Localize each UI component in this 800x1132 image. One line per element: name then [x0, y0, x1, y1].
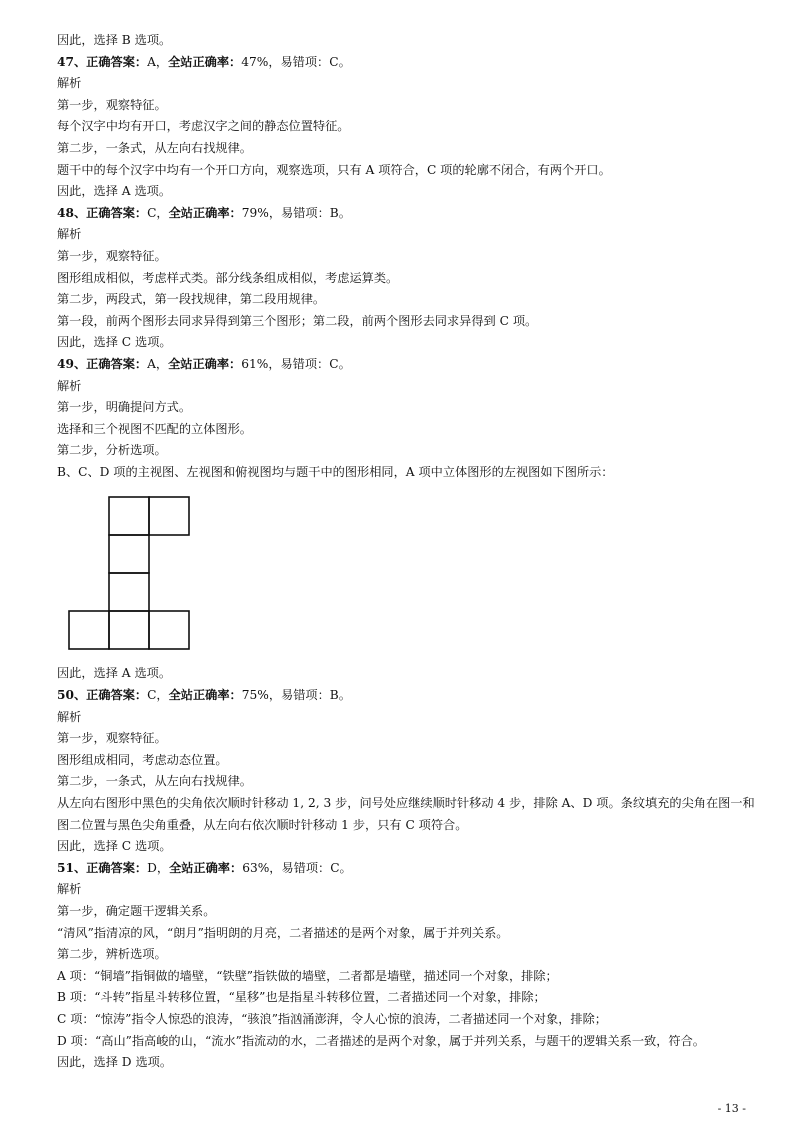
question-number: 50	[57, 688, 74, 703]
text-line: 图形组成相似，考虑样式类。部分线条组成相似，考虑运算类。	[57, 270, 399, 285]
text-line: 第一步，明确提问方式。	[57, 400, 192, 415]
text-line: 第一步，确定题干逻辑关系。	[57, 904, 216, 918]
trap-option: ，易错项：B。	[268, 688, 351, 703]
answer-label: 正确答案：	[86, 54, 148, 69]
text-line: 解析	[57, 882, 82, 897]
text-line: 第一段，前两个图形去同求异得到第三个图形；第二段，前两个图形去同求异得到 C 项。	[57, 313, 538, 328]
trap-option: ，易错项：C。	[268, 356, 351, 371]
answer-value: D，	[147, 860, 170, 875]
text-line: 因此，选择 D 选项。	[57, 1055, 173, 1070]
text-line: 第二步，两段式，第一段找规律，第二段用规律。	[57, 292, 326, 307]
trap-option: ，易错项：C。	[268, 54, 351, 69]
grid-cell	[149, 497, 189, 535]
rate-value: 79%	[241, 205, 269, 220]
text-line: 解析	[57, 227, 82, 242]
grid-cell	[109, 497, 149, 535]
text-line: 解析	[57, 76, 82, 91]
text-line: 第一步，观察特征。	[57, 731, 167, 746]
text-line: 第二步，辨析选项。	[57, 947, 167, 962]
text-line: 题干中的每个汉字中均有一个开口方向，观察选项，只有 A 项符合，C 项的轮廓不闭合，有两个开口。	[57, 162, 611, 177]
question-number: 48	[57, 205, 74, 220]
answer-value: A，	[147, 356, 169, 371]
grid-cell	[69, 611, 109, 649]
text-line: 因此，选择 A 选项。	[57, 184, 172, 199]
text-line: 因此，选择 C 选项。	[57, 839, 172, 854]
left-view-figure	[57, 483, 757, 663]
text-line: B、C、D 项的主视图、左视图和俯视图均与题干中的图形相同，A 项中立体图形的左视图如下图所示：	[57, 464, 614, 479]
document-body	[57, 30, 757, 1074]
answer-value: C，	[147, 205, 169, 220]
text-line: 解析	[57, 709, 82, 724]
text-paragraph: 从左向右图形中黑色的尖角依次顺时针移动 1, 2, 3 步，问号处应继续顺时针移动 4 步，排除 A、D 项。条纹填充的尖角在图一和图二位置与黑色尖角重叠，从左向右依次顺时针移动 1 步，只有 C 项符合。	[57, 796, 755, 832]
answer-label: 正确答案：	[86, 688, 148, 703]
answer-line-49: 49、正确答案：A，全站正确率：61%，易错项：C。	[57, 356, 351, 371]
answer-label: 正确答案：	[86, 860, 148, 875]
text-line: 每个汉字中均有开口，考虑汉字之间的静态位置特征。	[57, 119, 350, 134]
grid-cell	[149, 611, 189, 649]
text-paragraph: D 项：“高山”指高峻的山，“流水”指流动的水，二者描述的是两个对象，属于并列关系，与题干的逻辑关系一致，符合。	[57, 1033, 705, 1048]
text-line: 第二步，一条式，从左向右找规律。	[57, 774, 252, 789]
text-line: “清风”指清凉的风，“朗月”指明朗的月亮，二者描述的是两个对象，属于并列关系。	[57, 925, 509, 940]
text-line: 第一步，观察特征。	[57, 97, 167, 112]
text-line: 因此，选择 B 选项。	[57, 33, 172, 47]
text-line: A 项：“铜墙”指铜做的墙壁，“铁壁”指铁做的墙壁，二者都是墙壁，描述同一个对象，排除；	[57, 968, 558, 983]
rate-value: 47%	[241, 54, 269, 69]
answer-line-51: 51、正确答案：D，全站正确率：63%，易错项：C。	[57, 860, 352, 875]
text-line: 图形组成相同，考虑动态位置。	[57, 752, 228, 767]
answer-value: C，	[147, 688, 169, 703]
trap-option: ，易错项：C。	[269, 860, 352, 875]
rate-label: 全站正确率：	[168, 54, 242, 69]
answer-value: A，	[147, 54, 169, 69]
text-line: 选择和三个视图不匹配的立体图形。	[57, 421, 252, 436]
rate-label: 全站正确率：	[168, 356, 242, 371]
answer-label: 正确答案：	[86, 205, 148, 220]
grid-cell	[109, 611, 149, 649]
rate-label: 全站正确率：	[169, 860, 243, 875]
text-line: 解析	[57, 378, 82, 393]
rate-label: 全站正确率：	[168, 688, 242, 703]
page-number: - 13 -	[717, 1102, 746, 1115]
trap-option: ，易错项：B。	[268, 205, 351, 220]
text-line: C 项：“惊涛”指令人惊恐的浪涛，“骇浪”指汹涌澎湃，令人心惊的浪涛，二者描述同一个对象，排除；	[57, 1011, 607, 1026]
text-line: 第二步，分析选项。	[57, 443, 167, 458]
answer-label: 正确答案：	[86, 356, 148, 371]
rate-value: 61%	[241, 356, 269, 371]
answer-line-50: 50、正确答案：C，全站正确率：75%，易错项：B。	[57, 688, 351, 703]
rate-value: 75%	[241, 688, 269, 703]
question-number: 47	[57, 54, 74, 69]
question-number: 49	[57, 356, 74, 371]
text-line: 第一步，观察特征。	[57, 248, 167, 263]
grid-cell	[109, 535, 149, 573]
text-line: 第二步，一条式，从左向右找规律。	[57, 140, 252, 155]
answer-line-48: 48、正确答案：C，全站正确率：79%，易错项：B。	[57, 205, 351, 220]
text-line: 因此，选择 A 选项。	[57, 666, 172, 681]
grid-cell	[109, 573, 149, 611]
text-line: B 项：“斗转”指星斗转移位置，“星移”也是指星斗转移位置，二者描述同一个对象，排除；	[57, 990, 546, 1005]
question-number: 51	[57, 860, 74, 875]
text-line: 因此，选择 C 选项。	[57, 335, 172, 350]
rate-label: 全站正确率：	[168, 205, 242, 220]
grid-figure	[67, 495, 197, 655]
answer-line-47: 47、正确答案：A，全站正确率：47%，易错项：C。	[57, 54, 351, 69]
rate-value: 63%	[242, 860, 270, 875]
